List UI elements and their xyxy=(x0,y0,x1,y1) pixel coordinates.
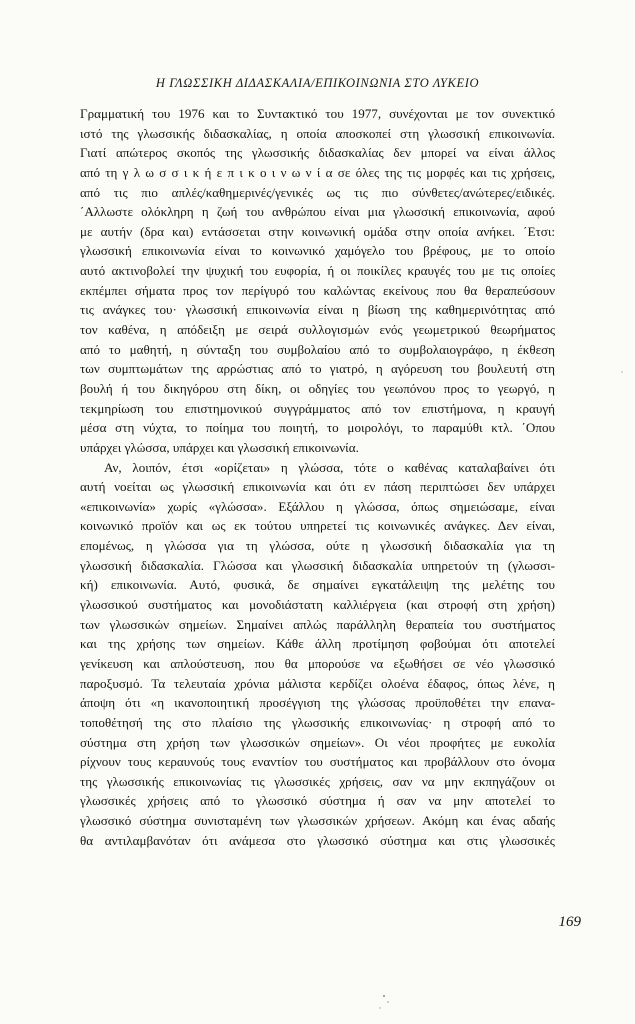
text-line: Αν, λοιπόν, έτσι «ορίζεται» η γλώσσα, τότε ο καθένας καταλαβαίνει ότι xyxy=(104,459,555,475)
text-line: γλωσσικό σύστημα συνισταμένη των γλωσσικών χρήσεων. Ακόμη και ένας αδαής xyxy=(80,813,555,829)
text-line: των συμπτωμάτων της αρρώστιας από το γιατρό, η αγόρευση του βουλευτή στη xyxy=(80,361,555,377)
speck xyxy=(379,1007,380,1008)
text-line: των γλωσσικών σημείων. Σημαίνει απλώς παράλληλη θεραπεία του συστήματος xyxy=(80,616,555,632)
text-line: από τη γ λ ω σ σ ι κ ή ε π ι κ ο ι ν ω ν ί α σε όλες της τις μορφές και τις χρήσεις, xyxy=(80,164,555,180)
page-number: 169 xyxy=(558,914,581,930)
text-line: σύστημα στη χρήση των γλωσσικών σημείων». Οι νέοι προφήτες με ευκολία xyxy=(80,734,555,750)
speck xyxy=(383,995,385,997)
speck xyxy=(621,371,623,373)
text-line: γλωσσική επικοινωνία είναι το κοινωνικό χαμόγελο του βρέφους, με το οποίο xyxy=(80,243,555,259)
text-line: Γραμματική του 1976 και το Συντακτικό του 1977, συνέχονται με τον συνεκτικό xyxy=(80,106,555,121)
text-line: ρίχνουν τους κεραυνούς τους εναντίον του συστήματος και προβάλλουν στο όνομα xyxy=(80,754,555,770)
text-line: βουλή ή του δικηγόρου στη δίκη, οι οδηγίες του γεωπόνου προς το γεωργό, η xyxy=(80,380,555,396)
text-line: τεκμηρίωση του επιστημονικού συγγράμματος από τον επιστήμονα, η κραυγή xyxy=(80,400,555,416)
text-line: επομένως, η γλώσσα για τη γλώσσα, ούτε η γλωσσική διδασκαλία για τη xyxy=(80,538,555,554)
text-line: γενίκευση και απλούστευση, που θα μπορούσε να εξωθήσει σε νέο γλωσσικό xyxy=(80,655,555,671)
text-line: αυτή νοείται ως γλωσσική επικοινωνία και ότι εν πάση περιπτώσει δεν υπάρχει xyxy=(80,479,555,495)
text-line: ιστό της γλωσσικής διδασκαλίας, η οποία αποσκοπεί στη γλωσσική επικοινωνία. xyxy=(80,125,555,141)
text-line: γλωσσική διδασκαλία. Γλώσσα και γλωσσική διδασκαλία υπηρετούν τη (γλωσσι- xyxy=(80,557,555,573)
text-line: υπάρχει γλώσσα, υπάρχει και γλωσσική επικοινωνία. xyxy=(80,439,359,455)
text-line: από το μαθητή, η σύνταξη του συμβολαίου από το συμβολαιογράφο, η έκθεση xyxy=(80,341,555,357)
text-line: κή) επικοινωνία. Αυτό, φυσικά, δε σημαίνει εγκατάλειψη της μελέτης του xyxy=(80,577,555,593)
text-line: από τις πιο απλές/καθημερινές/γενικές ως τις πιο σύνθετες/ανώτερες/ειδικές. xyxy=(80,184,555,200)
speck xyxy=(387,1001,389,1003)
text-line: άποψη ότι «η ικανοποιητική προσέγγιση της γλώσσας προϋποθέτει την επανα- xyxy=(80,695,555,711)
text-line: γλωσσικές χρήσεις από το γλωσσικό σύστημα ή σαν να μην αποτελεί το xyxy=(80,793,555,809)
text-line: της γλωσσικής επικοινωνίας τις γλωσσικές χρήσεις, σαν να μην εκπηγάζουν οι xyxy=(80,773,555,789)
text-line: αυτό ακτινοβολεί την ψυχική του ευφορία, ή οι ποικίλες κραυγές του με τις οποίες xyxy=(80,263,555,279)
text-line: παροξυσμό. Τα τελευταία χρόνια μάλιστα κερδίζει ολοένα έδαφος, όπως λένε, η xyxy=(80,675,555,691)
text-line: θα αντιλαμβανόταν ότι ανάμεσα στο γλωσσικό σύστημα και στις γλωσσικές xyxy=(80,832,555,848)
text-line: γλωσσικού συστήματος και μονοδιάστατη καλλιέργεια (και στροφή στη χρήση) xyxy=(80,597,555,613)
text-line: ΄Αλλωστε ολόκληρη η ζωή του ανθρώπου είναι μια γλωσσική επικοινωνία, αφού xyxy=(80,204,555,220)
text-line: εκπέμπει σήματα προς τον περίγυρό του καλώντας εκείνους που θα θεραπεύσουν xyxy=(80,282,555,298)
text-line: με αυτήν (δρα και) εντάσσεται στην κοινωνική ομάδα στην οποία ανήκει. ΄Ετσι: xyxy=(80,223,555,239)
body-text xyxy=(80,104,555,850)
running-head: Η ΓΛΩΣΣΙΚΗ ΔΙΔΑΣΚΑΛΙΑ/ΕΠΙΚΟΙΝΩΝΙΑ ΣΤΟ ΛΥΚΕΙΟ xyxy=(155,76,480,90)
text-line: Γιατί απώτερος σκοπός της γλωσσικής διδασκαλίας δεν μπορεί να είναι άλλος xyxy=(80,145,555,161)
text-line: τοποθέτησή της στο πλαίσιο της γλωσσικής επικοινωνίας· η στροφή από το xyxy=(80,714,555,730)
text-line: τις ανάγκες του· γλωσσική επικοινωνία είναι η βίωση της καθημερινότητας από xyxy=(80,302,555,318)
text-line: και της χρήσης των σημείων. Κάθε άλλη προτίμηση φοβούμαι ότι αποτελεί xyxy=(80,636,555,652)
text-line: «επικοινωνία» χωρίς «γλώσσα». Εξάλλου η γλώσσα, όπως σημειώσαμε, είναι xyxy=(80,498,555,514)
text-line: κοινωνικό προϊόν και ως εκ τούτου υπηρετεί τις κοινωνικές ανάγκες. Δεν είναι, xyxy=(80,518,555,534)
text-line: μέσα στη νύχτα, το ποίημα του ποιητή, το μοιρολόγι, το παραμύθι κτλ. ΄Οπου xyxy=(80,420,555,436)
text-line: τον καθένα, η απόδειξη με σειρά συλλογισμών ενός γεωμετρικού θεωρήματος xyxy=(80,322,555,338)
